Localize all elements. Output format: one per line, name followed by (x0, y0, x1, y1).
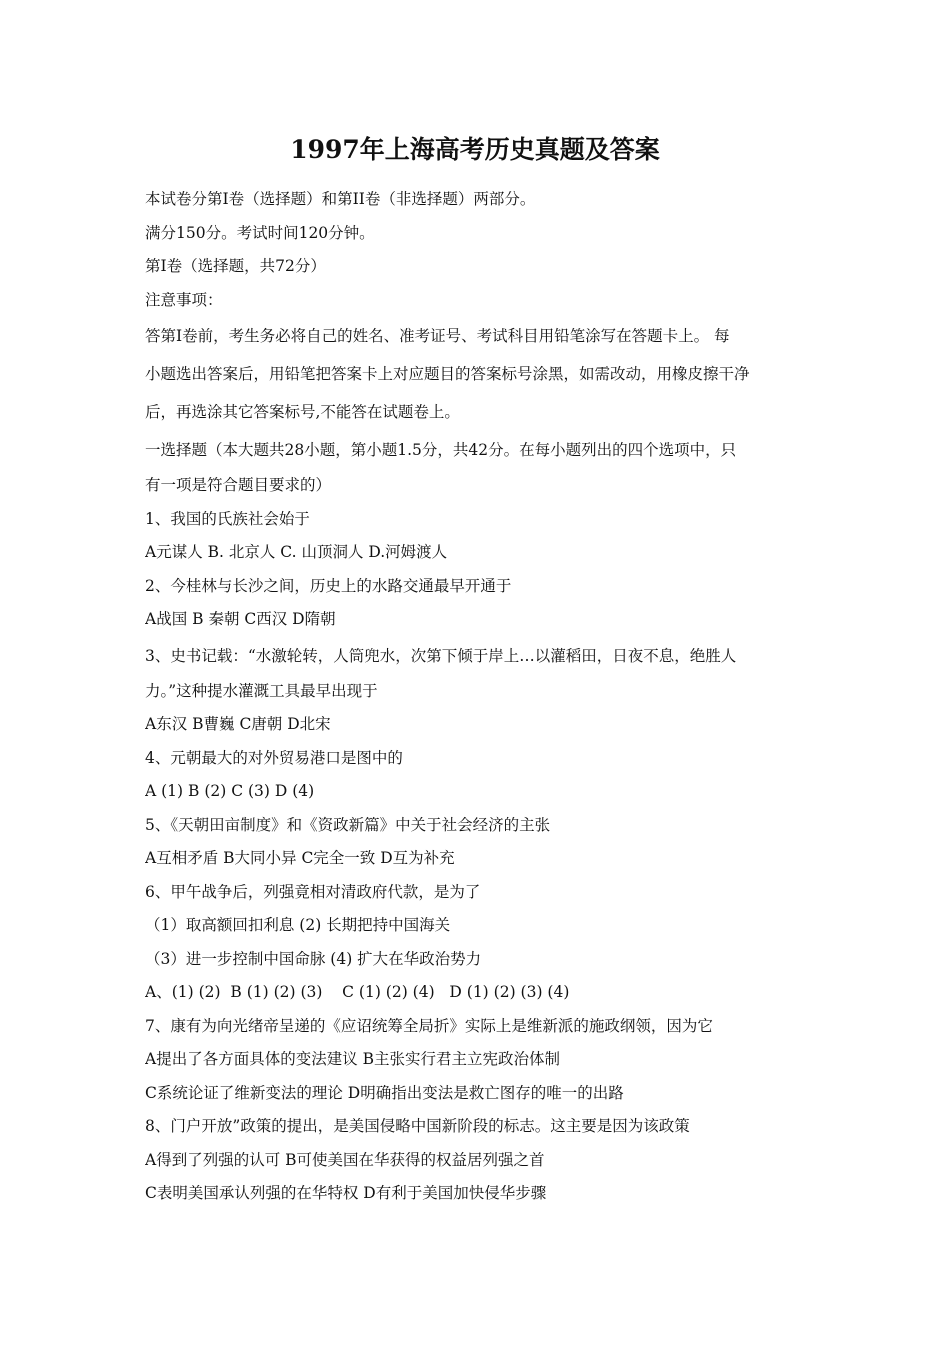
question-line: 2、今桂林与长沙之间，历史上的水路交通最早开通于 (145, 576, 512, 595)
options-line: C表明美国承认列强的在华特权 D有利于美国加快侵华步骤 (145, 1184, 547, 1202)
notice-line: 后，再选涂其它答案标号,不能答在试题卷上。 (145, 403, 460, 421)
options-line: A得到了列强的认可 B可使美国在华获得的权益居列强之首 (145, 1150, 545, 1169)
options-line: A提出了各方面具体的变法建议 B主张实行君主立宪政治体制 (145, 1050, 561, 1068)
instruction-line: 一选择题（本大题共28小题，第小题1.5分，共42分。在每小题列出的四个选项中，只 (145, 441, 737, 459)
question-line: 3、史书记载：“水激轮转，人筒兜水，次第下倾于岸上…以灌稻田，日夜不息，绝胜人 (145, 646, 737, 665)
question-line: 8、门户开放”政策的提出，是美国侵略中国新阶段的标志。这主要是因为该政策 (145, 1117, 690, 1135)
question-line: 4、元朝最大的对外贸易港口是图中的 (145, 748, 403, 767)
options-line: A东汉 B曹巍 C唐朝 D北宋 (145, 715, 331, 733)
intro-line: 本试卷分第Ⅰ卷（选择题）和第II卷（非选择题）两部分。 (145, 190, 536, 208)
section-heading: 第Ⅰ卷（选择题，共72分） (145, 257, 326, 275)
options-line: A (1) B (2) C (3) D (4) (145, 782, 315, 800)
score-line: 满分150分。考试时间120分钟。 (145, 223, 375, 242)
notice-line: 答第Ⅰ卷前，考生务必将自己的姓名、准考证号、考试科目用铅笔涂写在答题卡上。 每 (145, 327, 730, 345)
question-line: 1、我国的氏族社会始于 (145, 509, 310, 528)
options-line: A、(1) (2) B (1) (2) (3) C (1) (2) (4) D (1) (2) (3) (4) (145, 983, 570, 1001)
instruction-line: 有一项是符合题目要求的） (145, 476, 332, 494)
options-line: A战国 B 秦朝 C西汉 D隋朝 (145, 610, 336, 628)
question-line: 6、甲午战争后，列强竟相对清政府代款，是为了 (145, 882, 481, 901)
question-line: 7、康有为向光绪帝呈递的《应诏统筹全局折》实际上是维新派的施政纲领，因为它 (145, 1016, 713, 1035)
sub-item-line: （1）取高额回扣利息 (2) 长期把持中国海关 (145, 916, 451, 934)
document-body (145, 183, 810, 1211)
notice-heading: 注意事项： (145, 290, 223, 309)
question-line: 力。”这种提水灌溉工具最早出现于 (145, 681, 378, 700)
notice-line: 小题选出答案后，用铅笔把答案卡上对应题目的答案标号涂黑，如需改动，用橡皮擦干净 (145, 365, 750, 383)
document-title: 1997年上海高考历史真题及答案 (290, 135, 660, 164)
options-line: A互相矛盾 B大同小异 C完全一致 D互为补充 (145, 849, 455, 867)
options-line: A元谋人 B. 北京人 C. 山顶洞人 D.河姆渡人 (145, 543, 448, 561)
options-line: C系统论证了维新变法的理论 D明确指出变法是救亡图存的唯一的出路 (145, 1083, 624, 1102)
question-line: 5、《天朝田亩制度》和《资政新篇》中关于社会经济的主张 (145, 815, 551, 834)
sub-item-line: （3）进一步控制中国命脉 (4) 扩大在华政治势力 (145, 949, 482, 968)
